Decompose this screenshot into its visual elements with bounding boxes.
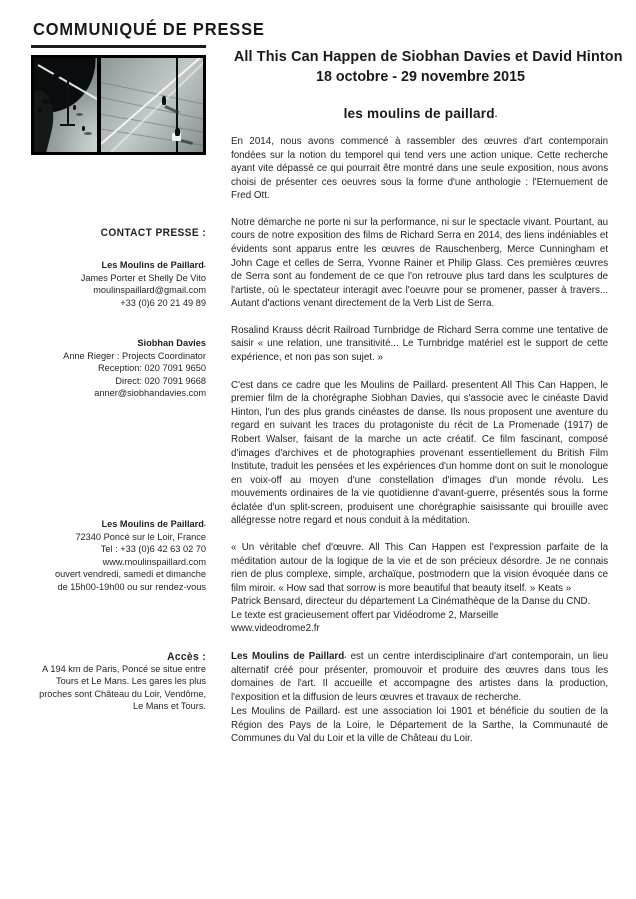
contact-person: Anne Rieger : Projects Coordinator [63, 350, 207, 362]
paragraph-about-venue: Les Moulins de Paillard. est un centre interdisciplinaire d'art contemporain, un lieu alternatif créé pour présenter, promouvoir et produire des œuvres dans tous les domaines de l'art. Il accueille et accompagne des artistes dans la production, l'exposition et la diffusion de leurs œuvres et travaux de recherche. [231, 650, 609, 703]
contact-website[interactable]: www.moulinspaillard.com [102, 556, 206, 568]
paragraph-intro: En 2014, nous avons commencé à rassembler des œuvres d'art contemporain fondées sur la notion du temporel qui tend vers une action unique. Cette recherche ayant vite dépassé ce qui pourrait être montré dans une seule exposition, nous avons choisi de présenter ces oeuvres sous la forme d'une anthologie : l'Eternuement de Fred Ott. [231, 136, 609, 202]
text-credit: Le texte est gracieusement offert par Vidéodrome 2, Marseille [231, 609, 499, 621]
paragraph-funding: Les Moulins de Paillard. est une association loi 1901 et bénéficie du soutien de la Région des Pays de la Loire, le Département de la Sarthe, la Communauté de Communes du Val du Loir et la ville de Château du Loir. [231, 706, 609, 745]
contact-opening-days: ouvert vendredi, samedi et dimanche [54, 569, 207, 581]
split-screen-ski-slope-photograph [31, 55, 206, 155]
brand-dot-mark: . [344, 650, 347, 660]
contact-street-address: 72340 Poncé sur le Loir, France [75, 531, 206, 543]
access-directions-block [27, 651, 206, 714]
contact-phone[interactable]: Tel : +33 (0)6 42 63 02 70 [100, 544, 206, 556]
main-content-column [231, 48, 623, 759]
photo-panel-left [34, 58, 97, 152]
contact-direct-phone[interactable]: Direct: 020 7091 9668 [115, 375, 206, 387]
contact-phone[interactable]: +33 (0)6 20 21 49 89 [120, 297, 206, 309]
paragraph-film-description: C'est dans ce cadre que les Moulins de Paillard. presentent All This Can Happen, le premier film de la chorégraphe Siobhan Davies, qui s'associe avec le cinéaste David Hinton, l'un des plus grands cinéastes de danse. Ils nous proposent une aventure du regard en suivant les traces du protagoniste du récit de La Promenade (1917) de Robert Walser, faisant de la marche un acte créatif. Ce film fascinant, composé d'images d'archives et de photographies provenant essentiellement du British Film Institute, traduit les pensées et les expériences d'un homme dont on suit le monologue en voix-off au moyen d'une constellation d'images d'un monde révolu. Les mouvements ordinaires de la vie quotidienne d'avant-guerre, présentés sous la forme éclatée d'un split-screen, produisent une chorégraphie saisissante qui brouille avec allégresse notre regard et nous conduit à la méditation. [231, 379, 609, 527]
contact-brand-name: Siobhan Davies [137, 338, 206, 349]
contact-press-heading-block [27, 227, 206, 240]
paragraph-quote: « Un véritable chef d'œuvre. All This Can Happen est l'expression parfaite de la méditation autour de la logique de la vie et de son précieux désordre. Je ne connais rien de plus complexe, simple, archaïque, postmodern que la vision évoquée dans ce film miroir. « How sad that sorrow is more beautiful that beauty itself. » Keats » [231, 541, 609, 594]
contact-email[interactable]: moulinspaillard@gmail.com [93, 285, 206, 297]
contact-block-paillard-press [27, 259, 206, 310]
venue-dot-mark: . [494, 109, 498, 119]
credit-website[interactable]: www.videodrome2.fr [231, 623, 320, 635]
contact-block-paillard-address [27, 518, 206, 595]
contact-press-heading: CONTACT PRESSE : [100, 227, 206, 239]
brand-dot-mark: . [203, 260, 206, 269]
brand-dot-mark: . [445, 379, 448, 389]
title-divider [31, 45, 206, 48]
contact-person: James Porter et Shelly De Vito [80, 272, 206, 284]
access-directions-text: A 194 km de Paris, Poncé se situe entre Tours et Le Mans. Les gares les plus proches sont Château du Loir, Vendôme, Le Mans et Tours. [39, 663, 207, 713]
exhibition-dates: 18 octobre - 29 novembre 2015 [316, 69, 525, 85]
access-heading: Accès : [167, 651, 206, 663]
paragraph-approach: Notre démarche ne porte ni sur la performance, ni sur le spectacle vivant. Pourtant, au cours de notre exposition des films de Richard Serra en 2014, des liens indéniables et évidents sont apparus entre les œuvres de Rauschenberg, Merce Cunningham et John Cage et celles de Serra, Yvonne Rainer et Philip Glass. Ces premières œuvres de Serra sont au fondement de ce que l'on retrouve plus tard dans les sculptures de l'artiste, où le spectateur interagit avec l'oeuvre pour se promener, passer à travers... Autant d'actions venant directement de la Verb List de Serra. [231, 216, 609, 310]
contact-opening-hours: de 15h00-19h00 ou sur rendez-vous [57, 581, 206, 593]
venue-name: les moulins de paillard. [343, 106, 498, 121]
page-title: COMMUNIQUÉ DE PRESSE [33, 19, 265, 39]
contact-reception-phone[interactable]: Reception: 020 7091 9650 [97, 363, 206, 375]
quote-attribution: Patrick Bensard, directeur du département La Cinémathèque de la Danse du CND. [231, 596, 591, 608]
photo-panel-right [101, 58, 203, 152]
paragraph-krauss: Rosalind Krauss décrit Railroad Turnbridge de Richard Serra comme une tentative de saisir « une relation, une transitivité... Le Turnbridge matériel est le support de cette expérience, et non pas son sujet. » [231, 324, 609, 364]
title-block [231, 48, 623, 87]
contact-email[interactable]: anner@siobhandavies.com [94, 388, 206, 400]
exhibition-title: All This Can Happen de Siobhan Davies et David Hinton [233, 49, 623, 65]
contact-brand-name: Les Moulins de Paillard. [101, 519, 206, 530]
brand-dot-mark: . [203, 519, 206, 528]
contact-block-siobhan-davies [27, 338, 206, 401]
contact-brand-name: Les Moulins de Paillard. [101, 260, 206, 271]
brand-dot-mark: . [337, 706, 340, 716]
body-text [231, 135, 608, 746]
